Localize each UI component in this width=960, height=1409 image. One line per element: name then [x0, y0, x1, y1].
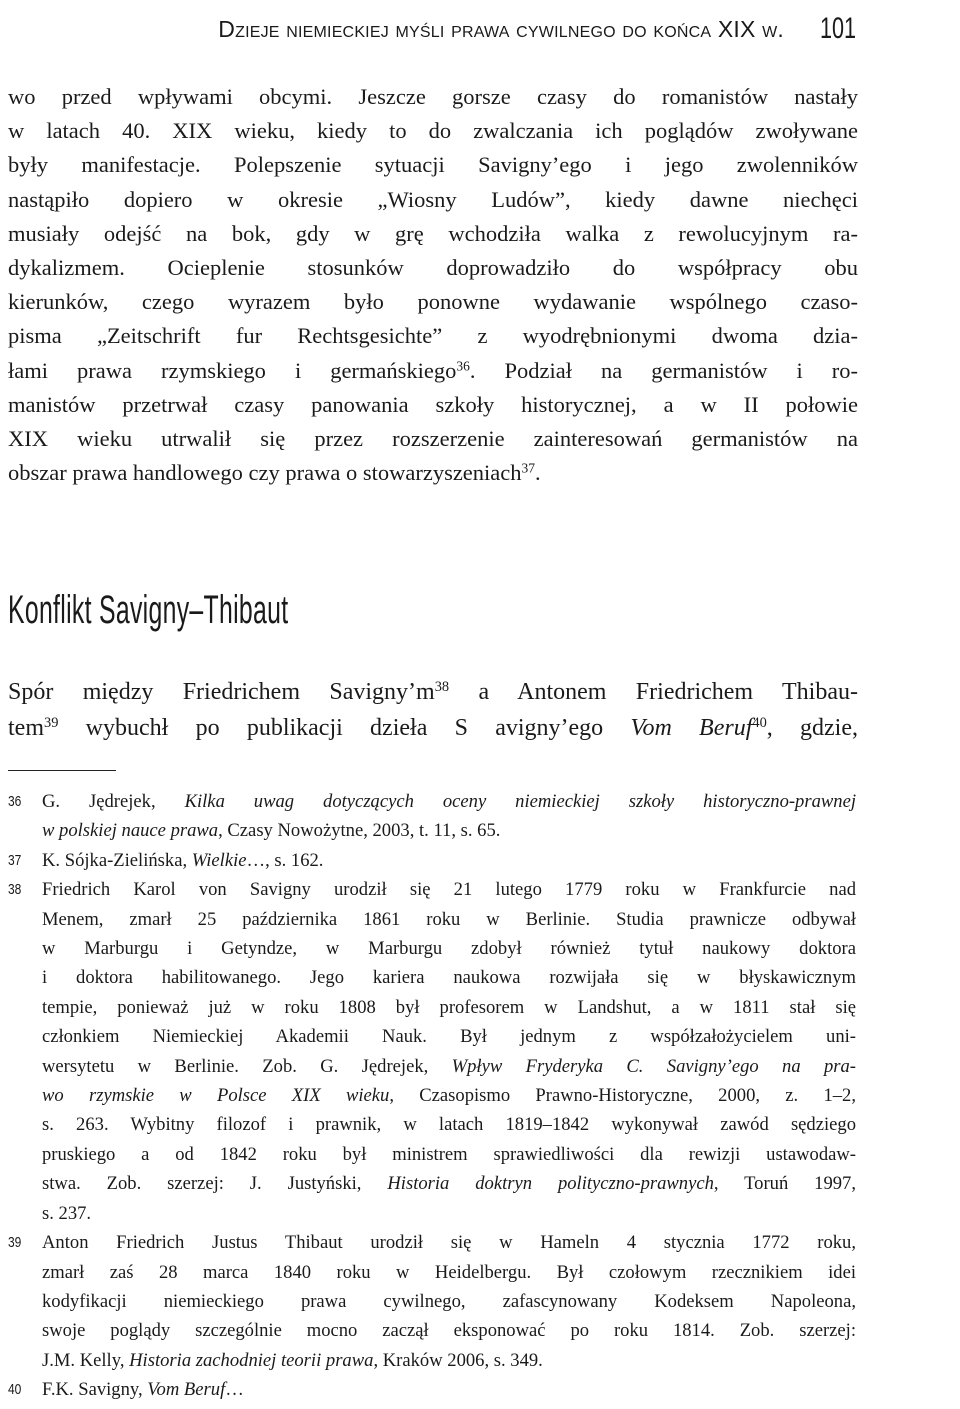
text-line: nastąpiło dopiero w okresie „Wiosny Ludów”, kiedy dawne niechęci — [8, 186, 858, 212]
text-line — [42, 816, 856, 845]
text-segment: K. Sójka-Zielińska, — [42, 849, 192, 871]
text-line — [8, 456, 858, 490]
text-line: kierunków, czego wyrazem było ponowne wydawanie wspólnego czaso- — [8, 289, 858, 315]
work-title: w polskiej nauce prawa — [42, 820, 219, 842]
footnotes — [8, 787, 856, 1405]
footnote-39 — [8, 1228, 856, 1375]
body-paragraph — [8, 80, 858, 490]
text-line: musiały odejść na bok, gdy w grę wchodziła walka z rewolucyjnym ra- — [8, 220, 858, 246]
text-line — [42, 1081, 856, 1110]
text-line: s. 237. — [42, 1202, 92, 1224]
text-segment: a Antonem Friedrichem Thibau- — [449, 679, 858, 705]
text-line: dykalizmem. Ocieplenie stosunków doprowadziło do współpracy obu — [8, 255, 858, 281]
footnote-number: 40 — [8, 1381, 22, 1399]
text-line — [42, 846, 856, 875]
text-line — [8, 710, 858, 746]
text-line: kodyfikacji niemieckiego prawa cywilnego, zafascynowany Kodeksem Napoleona, — [42, 1290, 856, 1312]
text-segment: wybuchł po publikacji dzieła S avigny’ego — [58, 715, 631, 741]
text-line: w latach 40. XIX wieku, kiedy to do zwalczania ich poglądów zwoływane — [8, 118, 858, 144]
text-line: zmarł zaś 28 marca 1840 roku w Heidelbergu. Był czołowym rzecznikiem idei — [42, 1261, 856, 1283]
footnote-ref-37[interactable]: 37 — [521, 460, 536, 476]
section-heading: Konflikt Savigny–Thibaut — [8, 588, 289, 632]
text-line: i doktora habilitowanego. Jego kariera naukowa rozwijała się w błyskawicznym — [42, 967, 856, 989]
text-segment: łami prawa rzymskiego i germańskiego — [8, 357, 457, 383]
work-title: Wpływ Fryderyka C. Savigny’ego na pra- — [451, 1055, 856, 1077]
text-line: XIX wieku utrwalił się przez rozszerzenie zainteresowań germanistów na — [8, 426, 858, 452]
text-line: pruskiego a od 1842 roku był ministrem sprawiedliwości dla rewizji ustawodaw- — [42, 1143, 856, 1165]
footnote-36 — [8, 787, 856, 846]
running-header — [0, 10, 960, 50]
text-segment: … — [225, 1379, 244, 1401]
footnote-40 — [8, 1375, 856, 1404]
text-segment: tem — [8, 715, 44, 741]
footnote-number: 38 — [8, 881, 22, 899]
text-segment: , Czasy Nowożytne, 2003, t. 11, s. 65. — [218, 820, 501, 842]
text-line: s. 263. Wybitny filozof i prawnik, w latach 1819–1842 wykonywał zawód sędziego — [42, 1114, 856, 1136]
section-paragraph — [8, 674, 858, 746]
text-line: Friedrich Karol von Savigny urodził się 21 lutego 1779 roku w Frankfurcie nad — [42, 879, 856, 901]
footnote-number: 37 — [8, 851, 22, 869]
text-line: członkiem Niemieckiej Akademii Nauk. Był jednym z współzałożycielem uni- — [42, 1026, 856, 1048]
text-segment: stwa. Zob. szerzej: J. Justyński, — [42, 1173, 388, 1195]
text-line: tempie, ponieważ już w roku 1808 był profesorem w Landshut, a w 1811 stał się — [42, 996, 856, 1018]
text-segment: F.K. Savigny, — [42, 1379, 148, 1401]
page-number: 101 — [819, 12, 856, 45]
work-title: wo rzymskie w Polsce XIX wieku — [42, 1085, 390, 1107]
footnote-ref-38[interactable]: 38 — [434, 679, 450, 696]
work-title: Vom Beruf — [630, 715, 753, 741]
text-segment: J.M. Kelly, — [42, 1349, 130, 1371]
work-title: Kilka uwag dotyczących oceny niemieckiej szkoły historyczno-prawnej — [184, 791, 857, 812]
text-line: pisma „Zeitschrift fur Rechtsgesichte” z wyodrębnionymi dwoma dzia- — [8, 323, 858, 349]
text-segment: …, s. 162. — [246, 849, 324, 871]
work-title: Wielkie — [191, 849, 247, 871]
text-line: Menem, zmarł 25 października 1861 roku w Berlinie. Studia prawnicze odbywał — [42, 908, 856, 930]
text-line: manistów przetrwał czasy panowania szkoły historycznej, a w II połowie — [8, 391, 858, 417]
footnote-number: 39 — [8, 1234, 22, 1252]
text-segment: G. Jędrejek, — [42, 791, 185, 812]
footnote-38 — [8, 875, 856, 1228]
running-title: Dzieje niemieckiej myśli prawa cywilnego do końca XIX w. — [218, 16, 784, 42]
work-title: Vom Beruf — [147, 1379, 226, 1401]
footnote-ref-40[interactable]: 40 — [752, 715, 767, 732]
text-segment: , Kraków 2006, s. 349. — [373, 1349, 543, 1371]
text-segment: , gdzie, — [766, 715, 858, 741]
text-segment: obszar prawa handlowego czy prawa o stowarzyszeniach — [8, 460, 522, 486]
text-segment: wersytetu w Berlinie. Zob. G. Jędrejek, — [42, 1055, 452, 1077]
footnote-separator — [8, 770, 116, 771]
text-segment: . — [535, 460, 541, 486]
work-title: Historia zachodniej teorii prawa — [129, 1349, 374, 1371]
text-line — [42, 1169, 856, 1198]
text-line — [42, 1375, 856, 1404]
text-line: swoje poglądy szczególnie mocno zaczął eksponować po roku 1814. Zob. szerzej: — [42, 1320, 856, 1342]
footnote-ref-36[interactable]: 36 — [456, 358, 470, 374]
text-segment: , Toruń 1997, — [713, 1173, 856, 1195]
text-line — [8, 674, 858, 710]
text-line — [42, 787, 856, 816]
work-title: Historia doktryn polityczno-prawnych — [387, 1173, 714, 1195]
text-segment: , Czasopismo Prawno-Historyczne, 2000, z. 1–2, — [389, 1085, 856, 1107]
text-line: Anton Friedrich Justus Thibaut urodził się w Hameln 4 stycznia 1772 roku, — [42, 1232, 856, 1254]
footnote-number: 36 — [8, 793, 22, 810]
footnote-37 — [8, 846, 856, 875]
text-line — [42, 1052, 856, 1081]
text-line: wo przed wpływami obcymi. Jeszcze gorsze czasy do romanistów nastały — [8, 84, 858, 109]
text-line: w Marburgu i Getyndze, w Marburgu zdobył również tytuł naukowy doktora — [42, 938, 856, 960]
text-line — [8, 354, 858, 388]
text-line: były manifestacje. Polepszenie sytuacji Savigny’ego i jego zwolenników — [8, 152, 858, 178]
text-segment: . Podział na germanistów i ro- — [469, 357, 858, 383]
text-line — [42, 1346, 856, 1375]
footnote-ref-39[interactable]: 39 — [44, 715, 59, 732]
text-segment: Spór między Friedrichem Savigny’m — [8, 679, 435, 705]
